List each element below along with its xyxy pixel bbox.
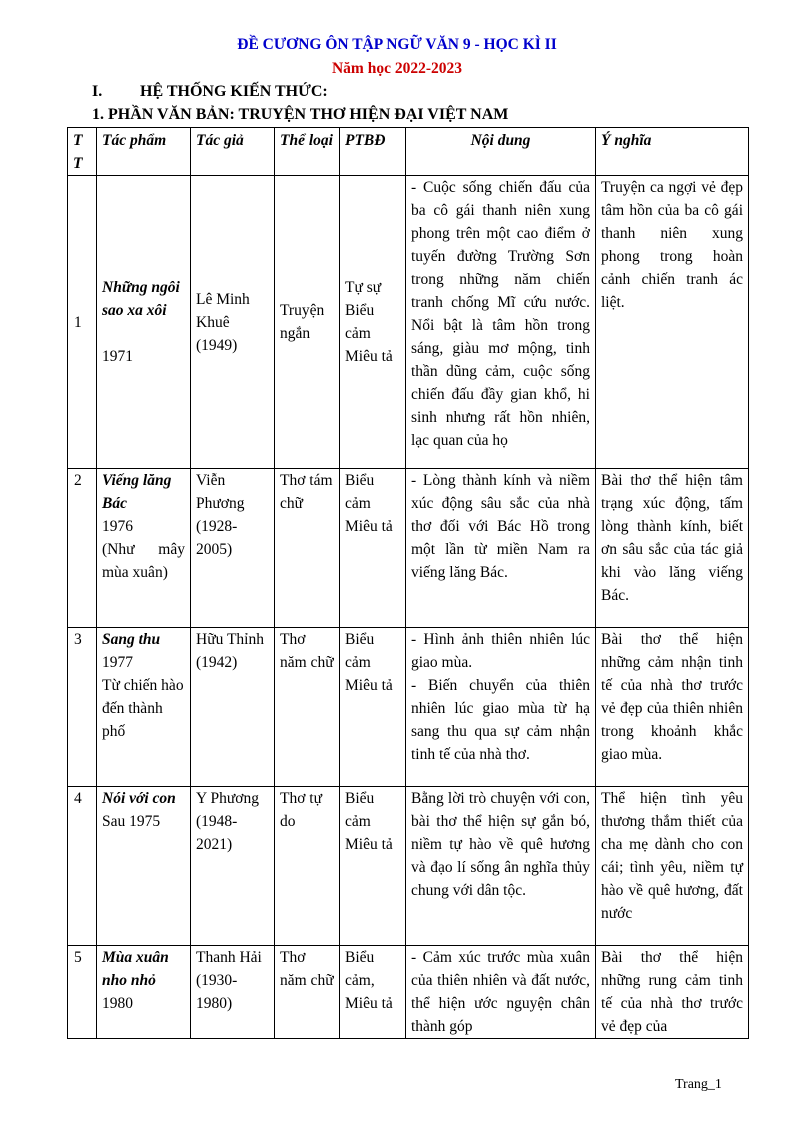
work-title: Những ngôi sao xa xôi <box>102 279 180 319</box>
table-header-row <box>68 128 749 176</box>
genre-cell: Thơ năm chữ <box>275 946 340 1039</box>
genre-cell: Thơ tám chữ <box>275 469 340 628</box>
row-number: 1 <box>68 176 97 469</box>
content-line: - Biến chuyển của thiên nhiên lúc giao mùa từ hạ sang thu qua sự cảm nhận tinh tế của nhà thơ. <box>411 677 590 763</box>
document-title: ĐỀ CƯƠNG ÔN TẬP NGỮ VĂN 9 - HỌC KÌ II <box>237 36 557 53</box>
header-work: Tác phẩm <box>97 128 191 176</box>
content-cell: - Cảm xúc trước mùa xuân của thiên nhiên và đất nước, thể hiện ước nguyện chân thành góp <box>406 946 596 1039</box>
header-author: Tác giả <box>191 128 275 176</box>
meaning-cell: Thể hiện tình yêu thương thắm thiết của cha mẹ dành cho con cái; tình yêu, niềm tự hào về quê hương, đất nước <box>596 787 749 946</box>
work-title: Nói với con <box>102 790 176 807</box>
section-heading-2: 1. PHẦN VĂN BẢN: TRUYỆN THƠ HIỆN ĐẠI VIỆT NAM <box>92 106 509 123</box>
ptbd-cell: Biểu cảm, Miêu tả <box>340 946 406 1039</box>
header-content: Nội dung <box>406 128 596 176</box>
author-cell: Thanh Hải (1930- 1980) <box>191 946 275 1039</box>
table-row <box>68 787 749 946</box>
ptbd-cell: Biểu cảm Miêu tả <box>340 469 406 628</box>
meaning-cell: Truyện ca ngợi vẻ đẹp tâm hồn của ba cô gái thanh niên xung phong trong hoàn cảnh chiến tranh ác liệt. <box>596 176 749 469</box>
work-year: 1977 <box>102 654 133 671</box>
work-title: Viếng lăng Bác <box>102 472 172 512</box>
section-heading-1 <box>92 83 328 101</box>
row-number: 2 <box>68 469 97 628</box>
work-note: (Như mây mùa xuân) <box>102 541 185 581</box>
meaning-cell: Bài thơ thể hiện tâm trạng xúc động, tấm lòng thành kính, biết ơn sâu sắc của tác giả khi vào lăng viếng Bác. <box>596 469 749 628</box>
content-line: - Hình ảnh thiên nhiên lúc giao mùa. <box>411 631 590 671</box>
section-number: I. <box>92 83 103 100</box>
work-year: Sau 1975 <box>102 813 161 830</box>
work-title: Mùa xuân nho nhỏ <box>102 949 169 989</box>
content-cell: Bằng lời trò chuyện với con, bài thơ thể hiện sự gắn bó, niềm tự hào về quê hương và đạo lí sống ân nghĩa thủy chung với dân tộc. <box>406 787 596 946</box>
ptbd-cell: Biểu cảm Miêu tả <box>340 787 406 946</box>
meaning-cell: Bài thơ thể hiện những rung cảm tinh tế của nhà thơ trước vẻ đẹp của <box>596 946 749 1039</box>
genre-cell: Thơ tự do <box>275 787 340 946</box>
table-row <box>68 469 749 628</box>
work-cell <box>97 628 191 787</box>
work-cell <box>97 946 191 1039</box>
genre-cell: Truyện ngắn <box>275 176 340 469</box>
work-year: 1976 <box>102 518 133 535</box>
work-cell <box>97 176 191 469</box>
work-cell <box>97 787 191 946</box>
school-year: Năm học 2022-2023 <box>331 60 463 77</box>
content-cell <box>406 628 596 787</box>
author-cell: Viễn Phương (1928- 2005) <box>191 469 275 628</box>
page-number: Trang_1 <box>675 1077 722 1092</box>
work-note: Từ chiến hào đến thành phố <box>102 677 184 740</box>
work-year: 1971 <box>102 348 133 365</box>
work-cell <box>97 469 191 628</box>
ptbd-cell: Biểu cảm Miêu tả <box>340 628 406 787</box>
content-cell: - Cuộc sống chiến đấu của ba cô gái thanh niên xung phong trên một cao điểm ở tuyến đường Trường Sơn trong những năm chiến tranh chống Mĩ cứu nước. Nổi bật là tâm hồn trong sáng, giàu mơ mộng, tinh thần dũng cảm, cuộc sống chiến đấu đầy gian khổ, hi sinh nhưng rất hồn nhiên, lạc quan của họ <box>406 176 596 469</box>
content-cell: - Lòng thành kính và niềm xúc động sâu sắc của nhà thơ đối với Bác Hồ trong một lần từ miền Nam ra viếng lăng Bác. <box>406 469 596 628</box>
author-cell: Hữu Thỉnh (1942) <box>191 628 275 787</box>
meaning-cell: Bài thơ thể hiện những cảm nhận tinh tế của nhà thơ trước vẻ đẹp của thiên nhiên trong khoảnh khắc giao mùa. <box>596 628 749 787</box>
header-genre: Thể loại <box>275 128 340 176</box>
work-title: Sang thu <box>102 631 161 648</box>
header-ptbd: PTBĐ <box>340 128 406 176</box>
row-number: 4 <box>68 787 97 946</box>
work-year: 1980 <box>102 995 133 1012</box>
author-cell: Lê Minh Khuê (1949) <box>191 176 275 469</box>
literature-table <box>67 127 749 1039</box>
table-row <box>68 628 749 787</box>
row-number: 5 <box>68 946 97 1039</box>
ptbd-cell: Tự sự Biểu cảm Miêu tả <box>340 176 406 469</box>
genre-cell: Thơ năm chữ <box>275 628 340 787</box>
header-tt: T T <box>68 128 97 176</box>
table-row <box>68 176 749 469</box>
row-number: 3 <box>68 628 97 787</box>
header-meaning: Ý nghĩa <box>596 128 749 176</box>
section-label: HỆ THỐNG KIẾN THỨC: <box>140 83 328 100</box>
table-row <box>68 946 749 1039</box>
author-cell: Y Phương (1948- 2021) <box>191 787 275 946</box>
